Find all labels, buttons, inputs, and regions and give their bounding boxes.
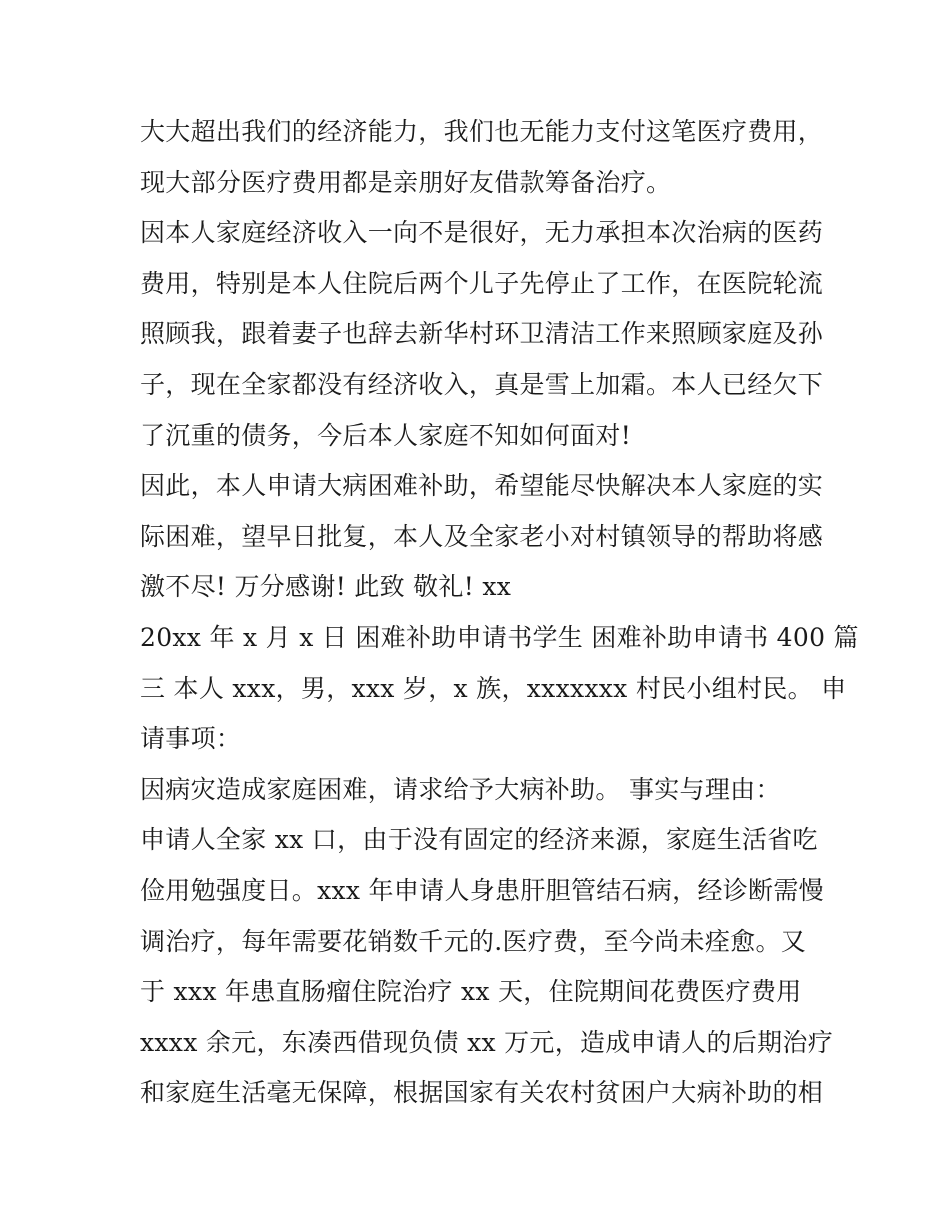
- text-line: 费用，特别是本人住院后两个儿子先停止了工作，在医院轮流: [140, 268, 824, 298]
- text-line: 20xx 年 x 月 x 日 困难补助申请书学生 困难补助申请书 400 篇: [140, 622, 859, 652]
- text-line: 因本人家庭经济收入一向不是很好，无力承担本次治病的医药: [140, 218, 824, 248]
- text-line: 激不尽! 万分感谢! 此致 敬礼! xx: [140, 572, 512, 602]
- text-line: 照顾我，跟着妻子也辞去新华村环卫清洁工作来照顾家庭及孙: [140, 319, 824, 349]
- text-line: 三 本人 xxx，男，xxx 岁，x 族，xxxxxxx 村民小组村民。 申: [140, 673, 847, 703]
- text-line: 和家庭生活毫无保障，根据国家有关农村贫困户大病补助的相: [140, 1078, 824, 1108]
- text-line: xxxx 余元，东凑西借现负债 xx 万元，造成申请人的后期治疗: [140, 1027, 834, 1057]
- text-line: 现大部分医疗费用都是亲朋好友借款筹备治疗。: [140, 167, 672, 197]
- text-line: 际困难，望早日批复，本人及全家老小对村镇领导的帮助将感: [140, 521, 824, 551]
- document-body: [140, 107, 859, 1119]
- text-line: 因病灾造成家庭困难，请求给予大病补助。 事实与理由：: [140, 774, 781, 804]
- text-line: 请事项：: [140, 724, 242, 754]
- text-line: 大大超出我们的经济能力，我们也无能力支付这笔医疗费用，: [140, 117, 824, 146]
- text-line: 因此，本人申请大病困难补助，希望能尽快解决本人家庭的实: [140, 471, 824, 501]
- text-line: 子，现在全家都没有经济收入，真是雪上加霜。本人已经欠下: [140, 369, 824, 399]
- text-line: 申请人全家 xx 口，由于没有固定的经济来源，家庭生活省吃: [140, 825, 818, 855]
- text-line: 于 xxx 年患直肠瘤住院治疗 xx 天，住院期间花费医疗费用: [140, 977, 802, 1007]
- text-line: 了沉重的债务，今后本人家庭不知如何面对!: [140, 420, 632, 450]
- text-line: 俭用勉强度日。xxx 年申请人身患肝胆管结石病，经诊断需慢: [140, 875, 824, 905]
- text-line: 调治疗，每年需要花销数千元的.医疗费，至今尚未痊愈。又: [140, 926, 807, 956]
